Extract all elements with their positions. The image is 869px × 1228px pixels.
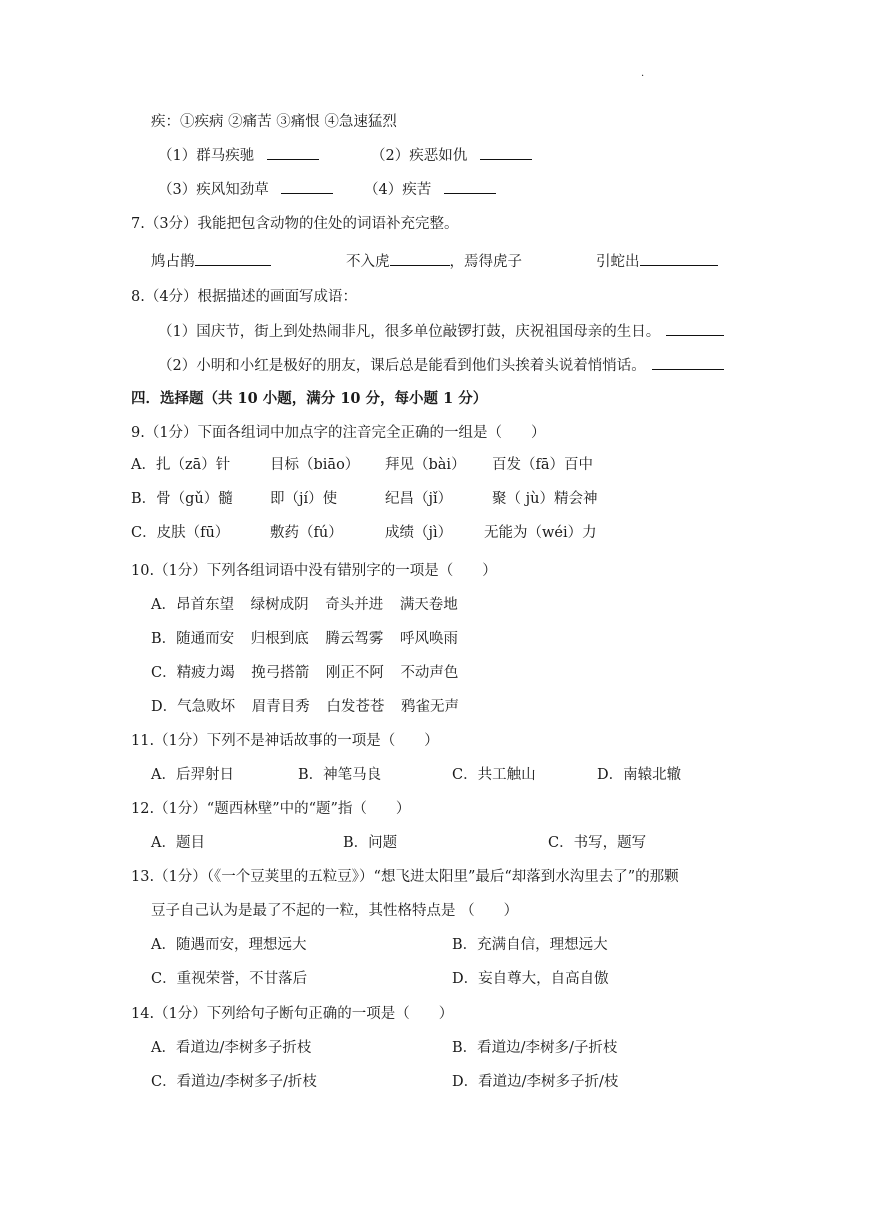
q7-part-2-tail: ，焉得虎子 — [449, 254, 522, 270]
q12-option-b[interactable]: B．问题 — [343, 835, 398, 851]
q6-answer-blank-4[interactable] — [444, 179, 496, 194]
q7-part-2 — [346, 251, 522, 272]
q9-option-c-3: 成绩（jì） — [385, 525, 453, 541]
q10-b-word-1: B．随通而安 — [151, 631, 235, 647]
q10-option-c[interactable] — [151, 663, 458, 683]
q13-option-a[interactable]: A．随遇而安，理想远大 — [151, 937, 307, 953]
q9-option-b-1[interactable]: B．骨（gǔ）髓 — [131, 491, 233, 507]
q14-option-c[interactable]: C．看道边/李树多子/折枝 — [151, 1074, 317, 1090]
section-heading: 四．选择题（共 10 小题，满分 10 分，每小题 1 分） — [131, 390, 488, 407]
q11-option-b[interactable]: B．神笔马良 — [298, 767, 382, 783]
q9-option-a-2: 目标（biāo） — [270, 457, 360, 473]
q6-answer-blank-1[interactable] — [267, 145, 319, 160]
q6-item-2-label: （2）疾恶如仇 — [371, 148, 468, 164]
q10-c-word-3: 刚正不阿 — [325, 665, 384, 681]
q14-option-b[interactable]: B．看道边/李树多/子折枝 — [452, 1040, 618, 1056]
q10-c-word-4: 不动声色 — [400, 665, 459, 681]
q7-answer-blank-3[interactable] — [640, 251, 718, 266]
q7-part-1 — [151, 251, 271, 272]
q12-option-c[interactable]: C．书写，题写 — [548, 835, 647, 851]
q8-item-1-text: （1）国庆节，街上到处热闹非凡，很多单位敲锣打鼓，庆祝祖国母亲的生日。 — [158, 324, 661, 340]
q6-definition: 疾：①疾病 ②痛苦 ③痛恨 ④急速猛烈 — [151, 114, 397, 130]
q9-option-c-2: 敷药（fú） — [270, 525, 343, 541]
q13-option-c[interactable]: C．重视荣誉，不甘落后 — [151, 971, 308, 987]
q6-answer-blank-2[interactable] — [480, 145, 532, 160]
header-mark: . — [641, 68, 645, 79]
q9-option-b-3: 纪昌（jǐ） — [385, 491, 453, 507]
q10-a-word-1: A．昂首东望 — [151, 597, 234, 613]
q10-a-word-2: 绿树成阴 — [250, 597, 309, 613]
q8-answer-blank-1[interactable] — [666, 321, 724, 336]
q9-option-c-4: 无能为（wéi）力 — [484, 525, 597, 541]
q10-d-word-2: 眉青目秀 — [251, 699, 310, 715]
q11-option-c[interactable]: C．共工触山 — [452, 767, 536, 783]
q13-option-d[interactable]: D．妄自尊大，自高自傲 — [452, 971, 609, 987]
q10-d-word-1: D．气急败坏 — [151, 699, 236, 715]
q9-option-c-1[interactable]: C．皮肤（fū） — [131, 525, 230, 541]
q9-option-b-2: 即（jí）使 — [270, 491, 338, 507]
q10-a-word-4: 满天卷地 — [399, 597, 458, 613]
q10-d-word-3: 白发苍苍 — [326, 699, 385, 715]
q10-option-a[interactable] — [151, 595, 458, 615]
q11-stem: 11.（1分）下列不是神话故事的一项是（ ） — [131, 733, 439, 749]
q6-item-4 — [364, 179, 496, 200]
q7-answer-blank-1[interactable] — [195, 251, 271, 266]
q6-item-4-label: （4）疾苦 — [364, 182, 432, 198]
q7-stem: 7.（3分）我能把包含动物的住处的词语补充完整。 — [131, 216, 459, 232]
q6-item-1 — [158, 145, 319, 166]
q9-stem: 9.（1分）下面各组词中加点字的注音完全正确的一组是（ ） — [131, 425, 546, 441]
q10-a-word-3: 奇头并进 — [325, 597, 384, 613]
q10-b-word-3: 腾云驾雾 — [325, 631, 384, 647]
q6-item-1-label: （1）群马疾驰 — [158, 148, 255, 164]
q10-stem: 10.（1分）下列各组词语中没有错别字的一项是（ ） — [131, 563, 497, 579]
q12-option-a[interactable]: A．题目 — [151, 835, 205, 851]
q9-option-a-1[interactable]: A．扎（zā）针 — [131, 457, 231, 473]
q10-d-word-4: 鸦雀无声 — [400, 699, 459, 715]
q10-b-word-4: 呼风唤雨 — [399, 631, 458, 647]
q11-option-a[interactable]: A．后羿射日 — [151, 767, 234, 783]
q7-part-1-text: 鸠占鹊 — [151, 254, 195, 270]
q6-answer-blank-3[interactable] — [281, 179, 333, 194]
q14-option-a[interactable]: A．看道边/李树多子折枝 — [151, 1040, 312, 1056]
q14-option-d[interactable]: D．看道边/李树多子折/枝 — [452, 1074, 619, 1090]
q9-option-a-3: 拜见（bài） — [385, 457, 466, 473]
q6-item-3 — [158, 179, 333, 200]
q8-item-1 — [158, 321, 724, 342]
q10-option-d[interactable] — [151, 697, 459, 717]
q6-item-3-label: （3）疾风知劲草 — [158, 182, 269, 198]
q8-item-2 — [158, 355, 724, 376]
q10-c-word-2: 挽弓搭箭 — [251, 665, 310, 681]
q8-answer-blank-2[interactable] — [652, 355, 724, 370]
q13-option-b[interactable]: B．充满自信，理想远大 — [452, 937, 608, 953]
q10-b-word-2: 归根到底 — [250, 631, 309, 647]
q9-option-a-4: 百发（fā）百中 — [492, 457, 594, 473]
q8-item-2-text: （2）小明和小红是极好的朋友，课后总是能看到他们头挨着头说着悄悄话。 — [158, 358, 646, 374]
q13-stem-line-1: 13.（1分）（《一个豆荚里的五粒豆》）“想飞进太阳里”最后“却落到水沟里去了”的那颗 — [131, 869, 679, 885]
q7-part-3-text: 引蛇出 — [596, 254, 640, 270]
q7-part-3 — [596, 251, 718, 272]
q7-part-2-text: 不入虎 — [346, 254, 390, 270]
q6-item-2 — [371, 145, 532, 166]
q12-stem: 12.（1分）“题西林壁”中的“题”指（ ） — [131, 801, 411, 817]
q14-stem: 14.（1分）下列给句子断句正确的一项是（ ） — [131, 1006, 454, 1022]
q9-option-b-4: 聚（ jù）精会神 — [492, 491, 598, 507]
q7-answer-blank-2[interactable] — [390, 251, 450, 266]
q11-option-d[interactable]: D．南辕北辙 — [597, 767, 682, 783]
q10-c-word-1: C．精疲力竭 — [151, 665, 235, 681]
q13-stem-line-2: 豆子自己认为是最了不起的一粒，其性格特点是 （ ） — [151, 903, 519, 919]
q10-option-b[interactable] — [151, 629, 458, 649]
q8-stem: 8.（4分）根据描述的画面写成语： — [131, 289, 358, 305]
